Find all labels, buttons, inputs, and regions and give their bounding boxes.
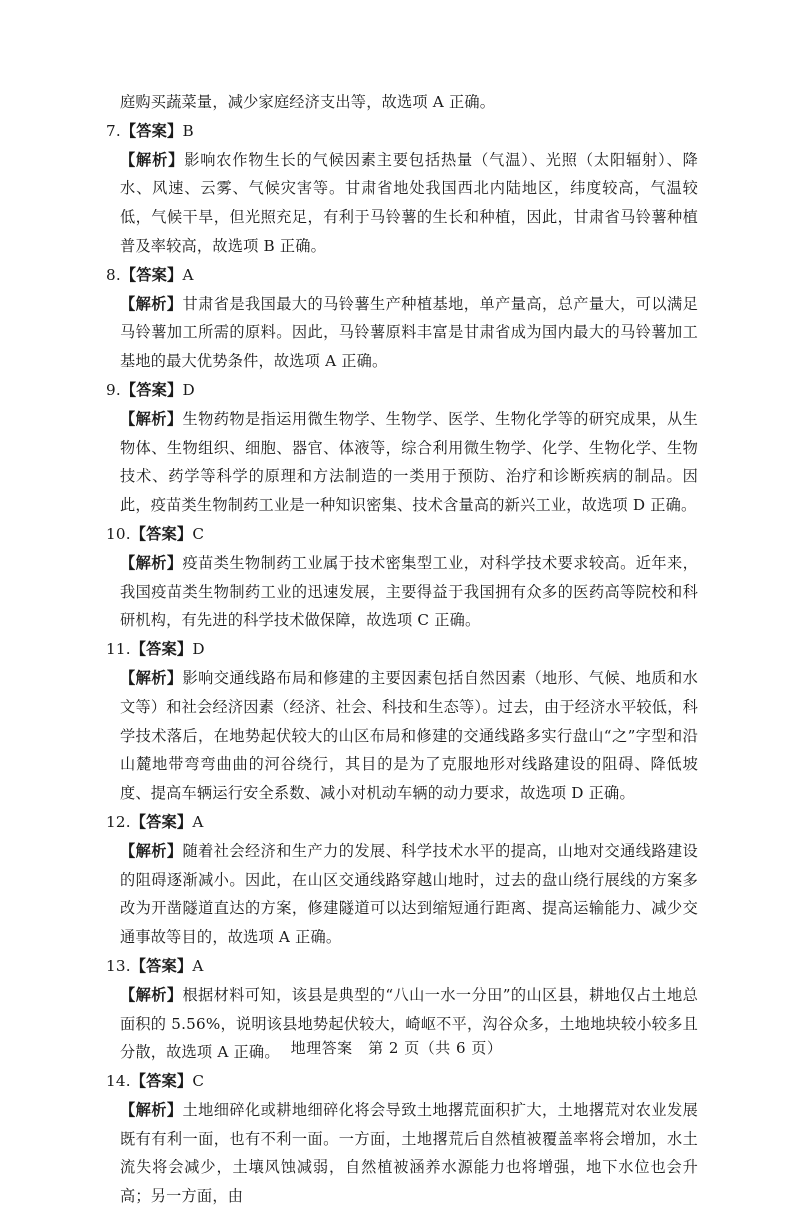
analysis-tag: 【解析】 [120,150,185,169]
intro-continuation: 庭购买蔬菜量，减少家庭经济支出等，故选项 A 正确。 [120,93,496,111]
question-11-answer-line [86,635,698,664]
analysis-tag: 【解析】 [120,841,183,860]
question-9-answer-line [86,376,698,405]
question-9-analysis [86,405,698,520]
answer-tag: 【答案】 [130,956,193,975]
answer-tag: 【答案】 [130,812,193,831]
analysis-tag: 【解析】 [120,985,183,1004]
question-14-analysis [86,1096,698,1211]
analysis-text: 影响农作物生长的气候因素主要包括热量（气温）、光照（太阳辐射）、降水、风速、云雾、气候灾害等。甘肃省地处我国西北内陆地区，纬度较高，气温较低，气候干旱，但光照充足，有利于马铃薯的生长和种植，因此，甘肃省马铃薯种植普及率较高，故选项 B 正确。 [120,150,698,255]
answer-value: D [182,380,195,399]
question-number: 10. [106,524,131,543]
page-footer: 地理答案 第 2 页（共 6 页） [290,1039,503,1057]
question-number: 14. [106,1072,131,1091]
answer-tag: 【答案】 [120,380,183,399]
question-14-answer-line [86,1067,698,1096]
analysis-tag: 【解析】 [120,1100,183,1119]
question-12-answer-line [86,808,698,837]
analysis-tag: 【解析】 [120,294,183,313]
answer-value: B [182,121,194,140]
analysis-text: 甘肃省是我国最大的马铃薯生产种植基地，单产量高，总产量大，可以满足马铃薯加工所需的原料。因此，马铃薯原料丰富是甘肃省成为国内最大的马铃薯加工基地的最大优势条件，故选项 A 正确。 [120,294,698,371]
answer-tag: 【答案】 [130,1072,193,1091]
analysis-tag: 【解析】 [120,668,183,687]
answer-tag: 【答案】 [130,640,193,659]
question-number: 12. [106,812,131,831]
question-7-analysis [86,146,698,261]
answer-value: C [192,1072,205,1091]
question-12-analysis [86,837,698,952]
analysis-text: 生物药物是指运用微生物学、生物学、医学、生物化学等的研究成果，从生物体、生物组织、细胞、器官、体液等，综合利用微生物学、化学、生物化学、生物技术、药学等科学的原理和方法制造的一类用于预防、治疗和诊断疾病的制品。因此，疫苗类生物制药工业是一种知识密集、技术含量高的新兴工业，故选项 D 正确。 [120,409,698,515]
question-number: 7. [106,121,121,140]
question-11-analysis [86,664,698,808]
question-10-analysis [86,549,698,635]
answer-tag: 【答案】 [130,524,193,543]
answer-value: A [192,812,204,831]
answer-value: A [192,956,204,975]
analysis-text: 根据材料可知，该县是典型的“八山一水一分田”的山区县，耕地仅占土地总面积的 5.56%，说明该县地势起伏较大，崎岖不平，沟谷众多，土地地块较小较多且分散，故选项 A 正确。 [120,985,698,1062]
question-10-answer-line [86,520,698,549]
question-number: 11. [106,640,131,659]
answer-tag: 【答案】 [120,121,183,140]
question-8-analysis [86,290,698,376]
analysis-tag: 【解析】 [120,409,183,428]
question-number: 13. [106,956,131,975]
answer-value: A [182,265,194,284]
question-number: 8. [106,265,121,284]
analysis-text: 疫苗类生物制药工业属于技术密集型工业，对科学技术要求较高。近年来，我国疫苗类生物制药工业的迅速发展，主要得益于我国拥有众多的医药高等院校和科研机构，有先进的科学技术做保障，故选项 C 正确。 [120,553,698,630]
answer-tag: 【答案】 [120,265,183,284]
answer-value: C [192,524,205,543]
answer-value: D [192,640,205,659]
question-8-answer-line [86,261,698,290]
question-13-answer-line [86,952,698,981]
analysis-tag: 【解析】 [120,553,183,572]
question-number: 9. [106,380,121,399]
analysis-text: 土地细碎化或耕地细碎化将会导致土地撂荒面积扩大，土地撂荒对农业发展既有有利一面，也有不利一面。一方面，土地撂荒后自然植被覆盖率将会增加，水土流失将会减少，土壤风蚀减弱，自然植被涵养水源能力也将增强，地下水位也会升高；另一方面，由 [120,1100,698,1206]
analysis-text: 影响交通线路布局和修建的主要因素包括自然因素（地形、气候、地质和水文等）和社会经济因素（经济、社会、科技和生态等）。过去，由于经济水平较低，科学技术落后，在地势起伏较大的山区布局和修建的交通线路多实行盘山“之”字型和沿山麓地带弯弯曲曲的河谷绕行，其目的是为了克服地形对线路建设的阻碍、降低坡度、提高车辆运行安全系数、减小对机动车辆的动力要求，故选项 D 正确。 [120,668,698,803]
question-7-answer-line [86,117,698,146]
analysis-text: 随着社会经济和生产力的发展、科学技术水平的提高，山地对交通线路建设的阻碍逐渐减小。因此，在山区交通线路穿越山地时，过去的盘山绕行展线的方案多改为开凿隧道直达的方案，修建隧道可以达到缩短通行距离、提高运输能力、减少交通事故等目的，故选项 A 正确。 [120,841,698,947]
